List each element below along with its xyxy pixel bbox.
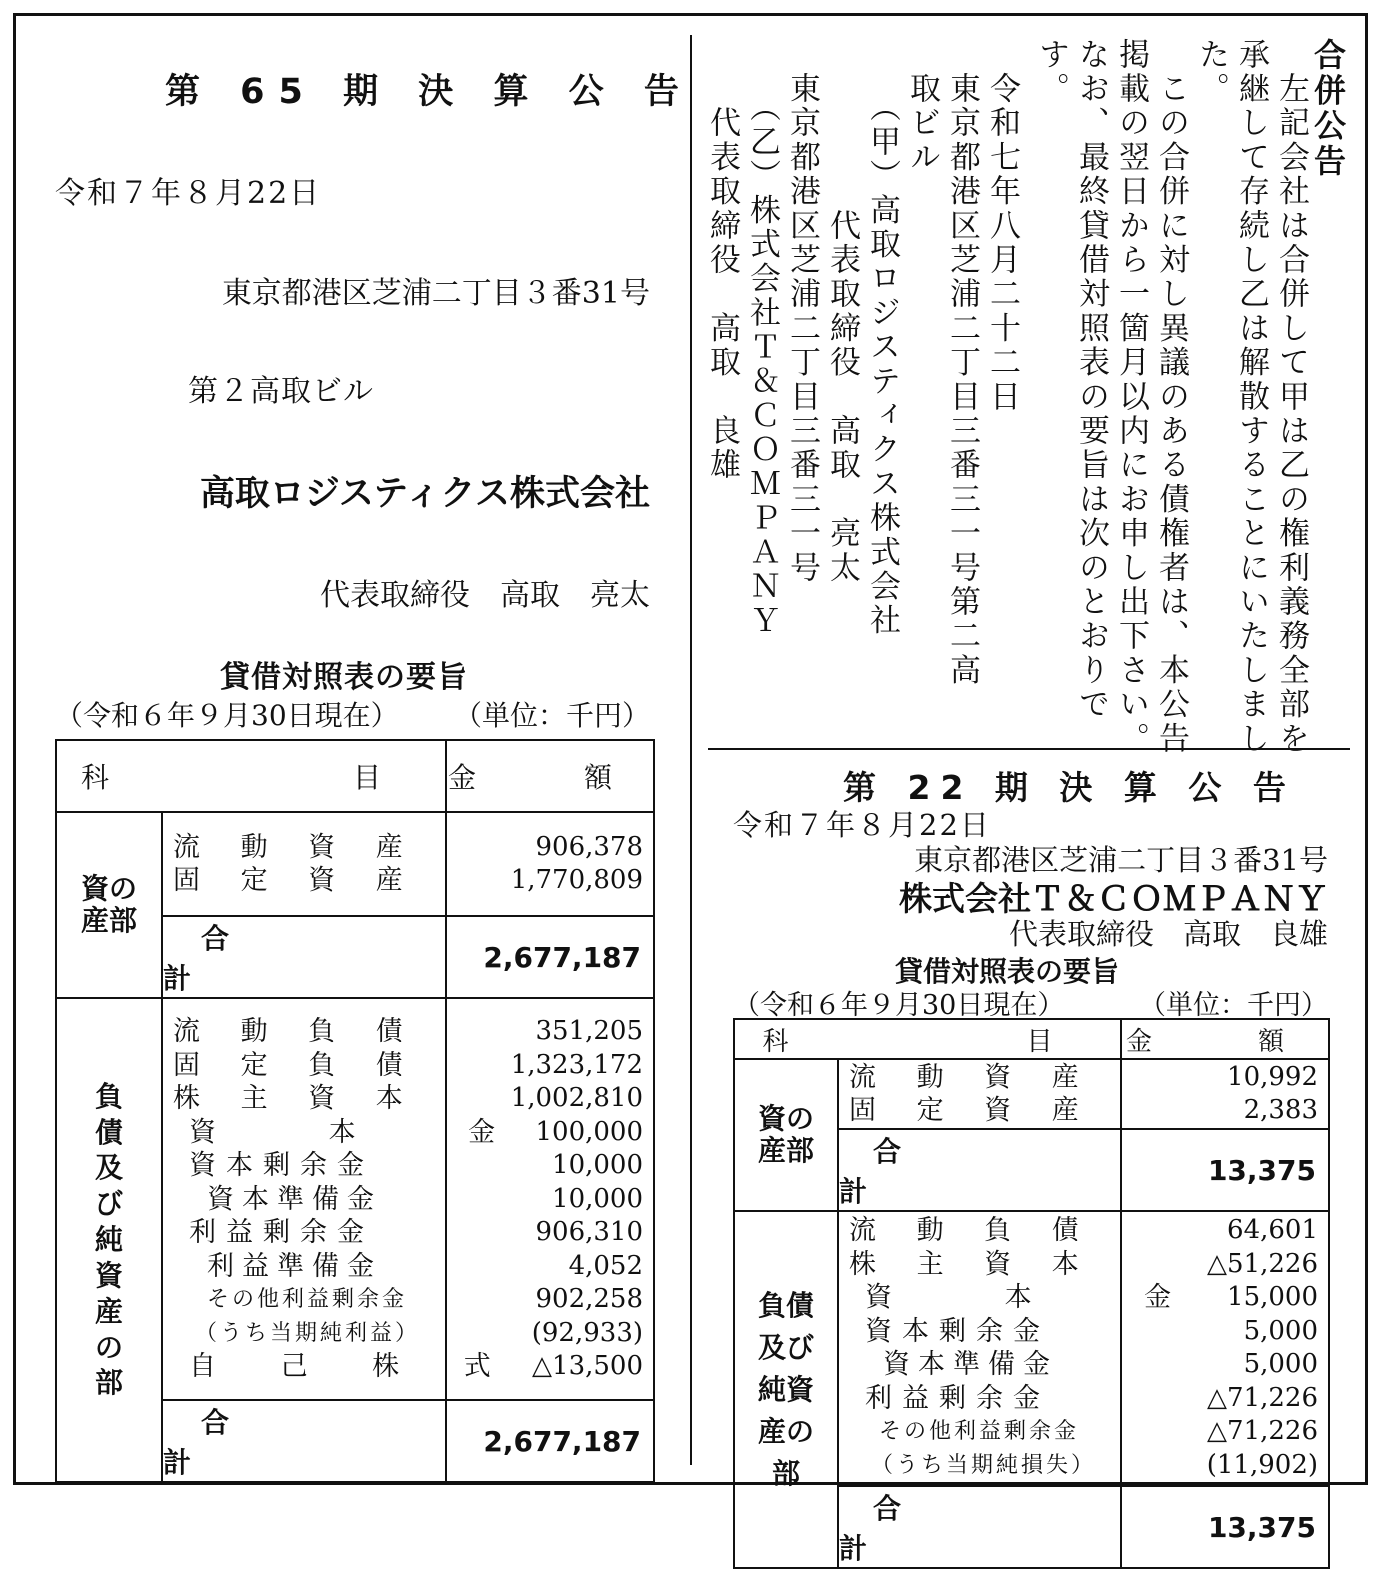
assets-total-label: 合 計 [838,1129,1121,1211]
liabilities-items [162,998,548,1400]
list-item: 株 主 資 本 [173,1083,419,1114]
left-address: 東京都港区芝浦二丁目３番31号 [221,276,650,311]
right-bs-title: 貸借対照表の要旨 [895,955,1120,988]
value-cell: 1,770,809 [510,865,644,895]
list-item: 流 動 資 産 [173,831,419,863]
value-cell: 15,000 [1227,1282,1319,1312]
list-item: 利益剰余金 [865,1382,1050,1414]
right-as-of: （令和６年９月30日現在） [733,990,1065,1021]
assets-values [446,812,654,916]
header-item: 科 目 [56,740,446,812]
right-representative: 代表取締役 高取 良雄 [1008,917,1328,951]
value-cell: △71,226 [1207,1416,1319,1446]
assets-section-label: 資の産部 [56,812,162,998]
list-item: 資本準備金 [207,1183,382,1215]
value-cell: 10,000 [552,1150,644,1180]
value-cell: 10,000 [552,1183,644,1214]
value-cell: 4,052 [568,1250,644,1281]
list-item: 固 定 資 産 [849,1095,1095,1126]
assets-items [838,1059,1121,1129]
value-cell: △51,226 [1207,1248,1319,1279]
value-cell: △13,500 [532,1351,644,1381]
merger-line: なお、最終貸借対照表の要旨は次のとおりで [1073,38,1109,722]
value-cell: 10,992 [1227,1061,1319,1092]
value-cell: 5,000 [1243,1315,1319,1346]
liabilities-total-value: 13,375 [1121,1486,1329,1568]
merger-title: 合併公告 [1309,38,1347,179]
list-item: （うち当期純利益） [195,1320,421,1346]
merger-line: （甲）高取ロジスティクス株式会社 [864,38,900,639]
liabilities-section-label: 負債及び純資産の部 [734,1211,838,1568]
merger-line: た。 [1193,38,1229,107]
merger-line: 左記会社は合併して甲は乙の権利義務全部を [1273,38,1309,757]
left-balance-sheet [55,739,655,1483]
liabilities-values [1121,1211,1329,1486]
value-cell: 2,383 [1243,1095,1319,1125]
list-item: 流 動 負 債 [173,1016,419,1047]
assets-total-label: 合 計 [162,916,446,998]
merger-line: 取ビル [904,38,940,175]
assets-total-value: 2,677,187 [446,916,654,998]
left-bs-title: 貸借対照表の要旨 [220,660,468,695]
list-item: 流 動 負 債 [849,1215,1095,1246]
merger-line: す。 [1033,38,1069,107]
liabilities-total-label: 合 計 [838,1486,1121,1568]
value-cell: (92,933) [531,1317,644,1348]
merger-line: 承継して存続し乙は解散することにいたしまし [1233,38,1269,757]
value-cell: 1,323,172 [510,1049,644,1080]
liabilities-items [838,1211,1224,1486]
right-date: 令和７年８月22日 [733,808,991,842]
list-item: 資本準備金 [883,1349,1058,1380]
value-cell: 100,000 [535,1116,644,1147]
right-notice-title: 第 22 期 決 算 公 告 [843,768,1296,807]
value-cell: 906,378 [535,831,644,862]
value-cell: 902,258 [535,1284,644,1314]
value-cell: △71,226 [1207,1382,1319,1413]
left-unit: （単位：千円） [453,699,650,732]
list-item: 株 主 資 本 [849,1248,1095,1280]
right-balance-sheet [733,1018,1330,1569]
list-item: 資 本 金 [865,1282,1224,1313]
merger-line: この合併に対し異議のある債権者は、本公告 [1153,38,1189,757]
left-company-name: 高取ロジスティクス株式会社 [199,474,650,514]
list-item: 自 己 株 式 [189,1351,519,1382]
assets-section-label: 資の産部 [734,1059,838,1211]
left-representative: 代表取締役 高取 亮太 [320,578,650,613]
liabilities-values [446,998,654,1400]
list-item: 資本剰余金 [865,1315,1050,1347]
merger-line: 代表取締役 高取 良雄 [704,38,740,483]
list-item: 資 本 金 [189,1116,548,1148]
list-item: 固 定 資 産 [173,865,419,896]
left-notice-title: 第 65 期 決 算 公 告 [165,72,693,112]
value-cell: 64,601 [1227,1215,1319,1245]
assets-items [162,812,446,916]
assets-values [1121,1059,1329,1129]
value-cell: 5,000 [1243,1349,1319,1379]
list-item: 資本剰余金 [189,1150,374,1181]
list-item: 流 動 資 産 [849,1061,1095,1093]
list-item: 利益準備金 [207,1250,382,1282]
header-amount: 金 額 [446,740,654,812]
left-date: 令和７年８月22日 [55,176,322,211]
liabilities-section-label: 負債及び純資産の部 [56,998,162,1482]
merger-line: （乙）株式会社Ｔ＆ＣＯＭＰＡＮＹ [744,38,780,639]
list-item: その他利益剰余金 [207,1287,408,1312]
merger-line: 令和七年八月二十二日 [984,38,1020,415]
column-divider [690,35,692,1465]
right-unit: （単位：千円） [1139,990,1328,1021]
liabilities-total-label: 合 計 [162,1400,446,1482]
value-cell: 351,205 [535,1016,644,1046]
left-building: 第２高取ビル [188,374,374,409]
liabilities-total-value: 2,677,187 [446,1400,654,1482]
merger-line: 代表取締役 高取 亮太 [824,38,860,586]
right-address: 東京都港区芝浦二丁目３番31号 [914,843,1328,877]
merger-line: 東京都港区芝浦二丁目三番三一号 [784,38,820,586]
left-as-of: （令和６年９月30日現在） [55,699,399,732]
merger-line: 掲載の翌日から一箇月以内にお申し出下さい。 [1113,38,1149,757]
merger-line: 東京都港区芝浦二丁目三番三一号第二高 [944,38,980,688]
header-item: 科 目 [734,1019,1121,1059]
list-item: その他利益剰余金 [879,1419,1080,1444]
value-cell: 1,002,810 [510,1083,644,1113]
right-company-name: 株式会社Ｔ＆ＣＯＭＰＡＮＹ [899,879,1328,918]
value-cell: (11,902) [1206,1449,1319,1480]
list-item: 利益剰余金 [189,1217,374,1248]
list-item: （うち当期純損失） [871,1452,1097,1478]
assets-total-value: 13,375 [1121,1129,1329,1211]
value-cell: 906,310 [535,1217,644,1247]
header-amount: 金 額 [1121,1019,1329,1059]
list-item: 固 定 負 債 [173,1049,419,1081]
